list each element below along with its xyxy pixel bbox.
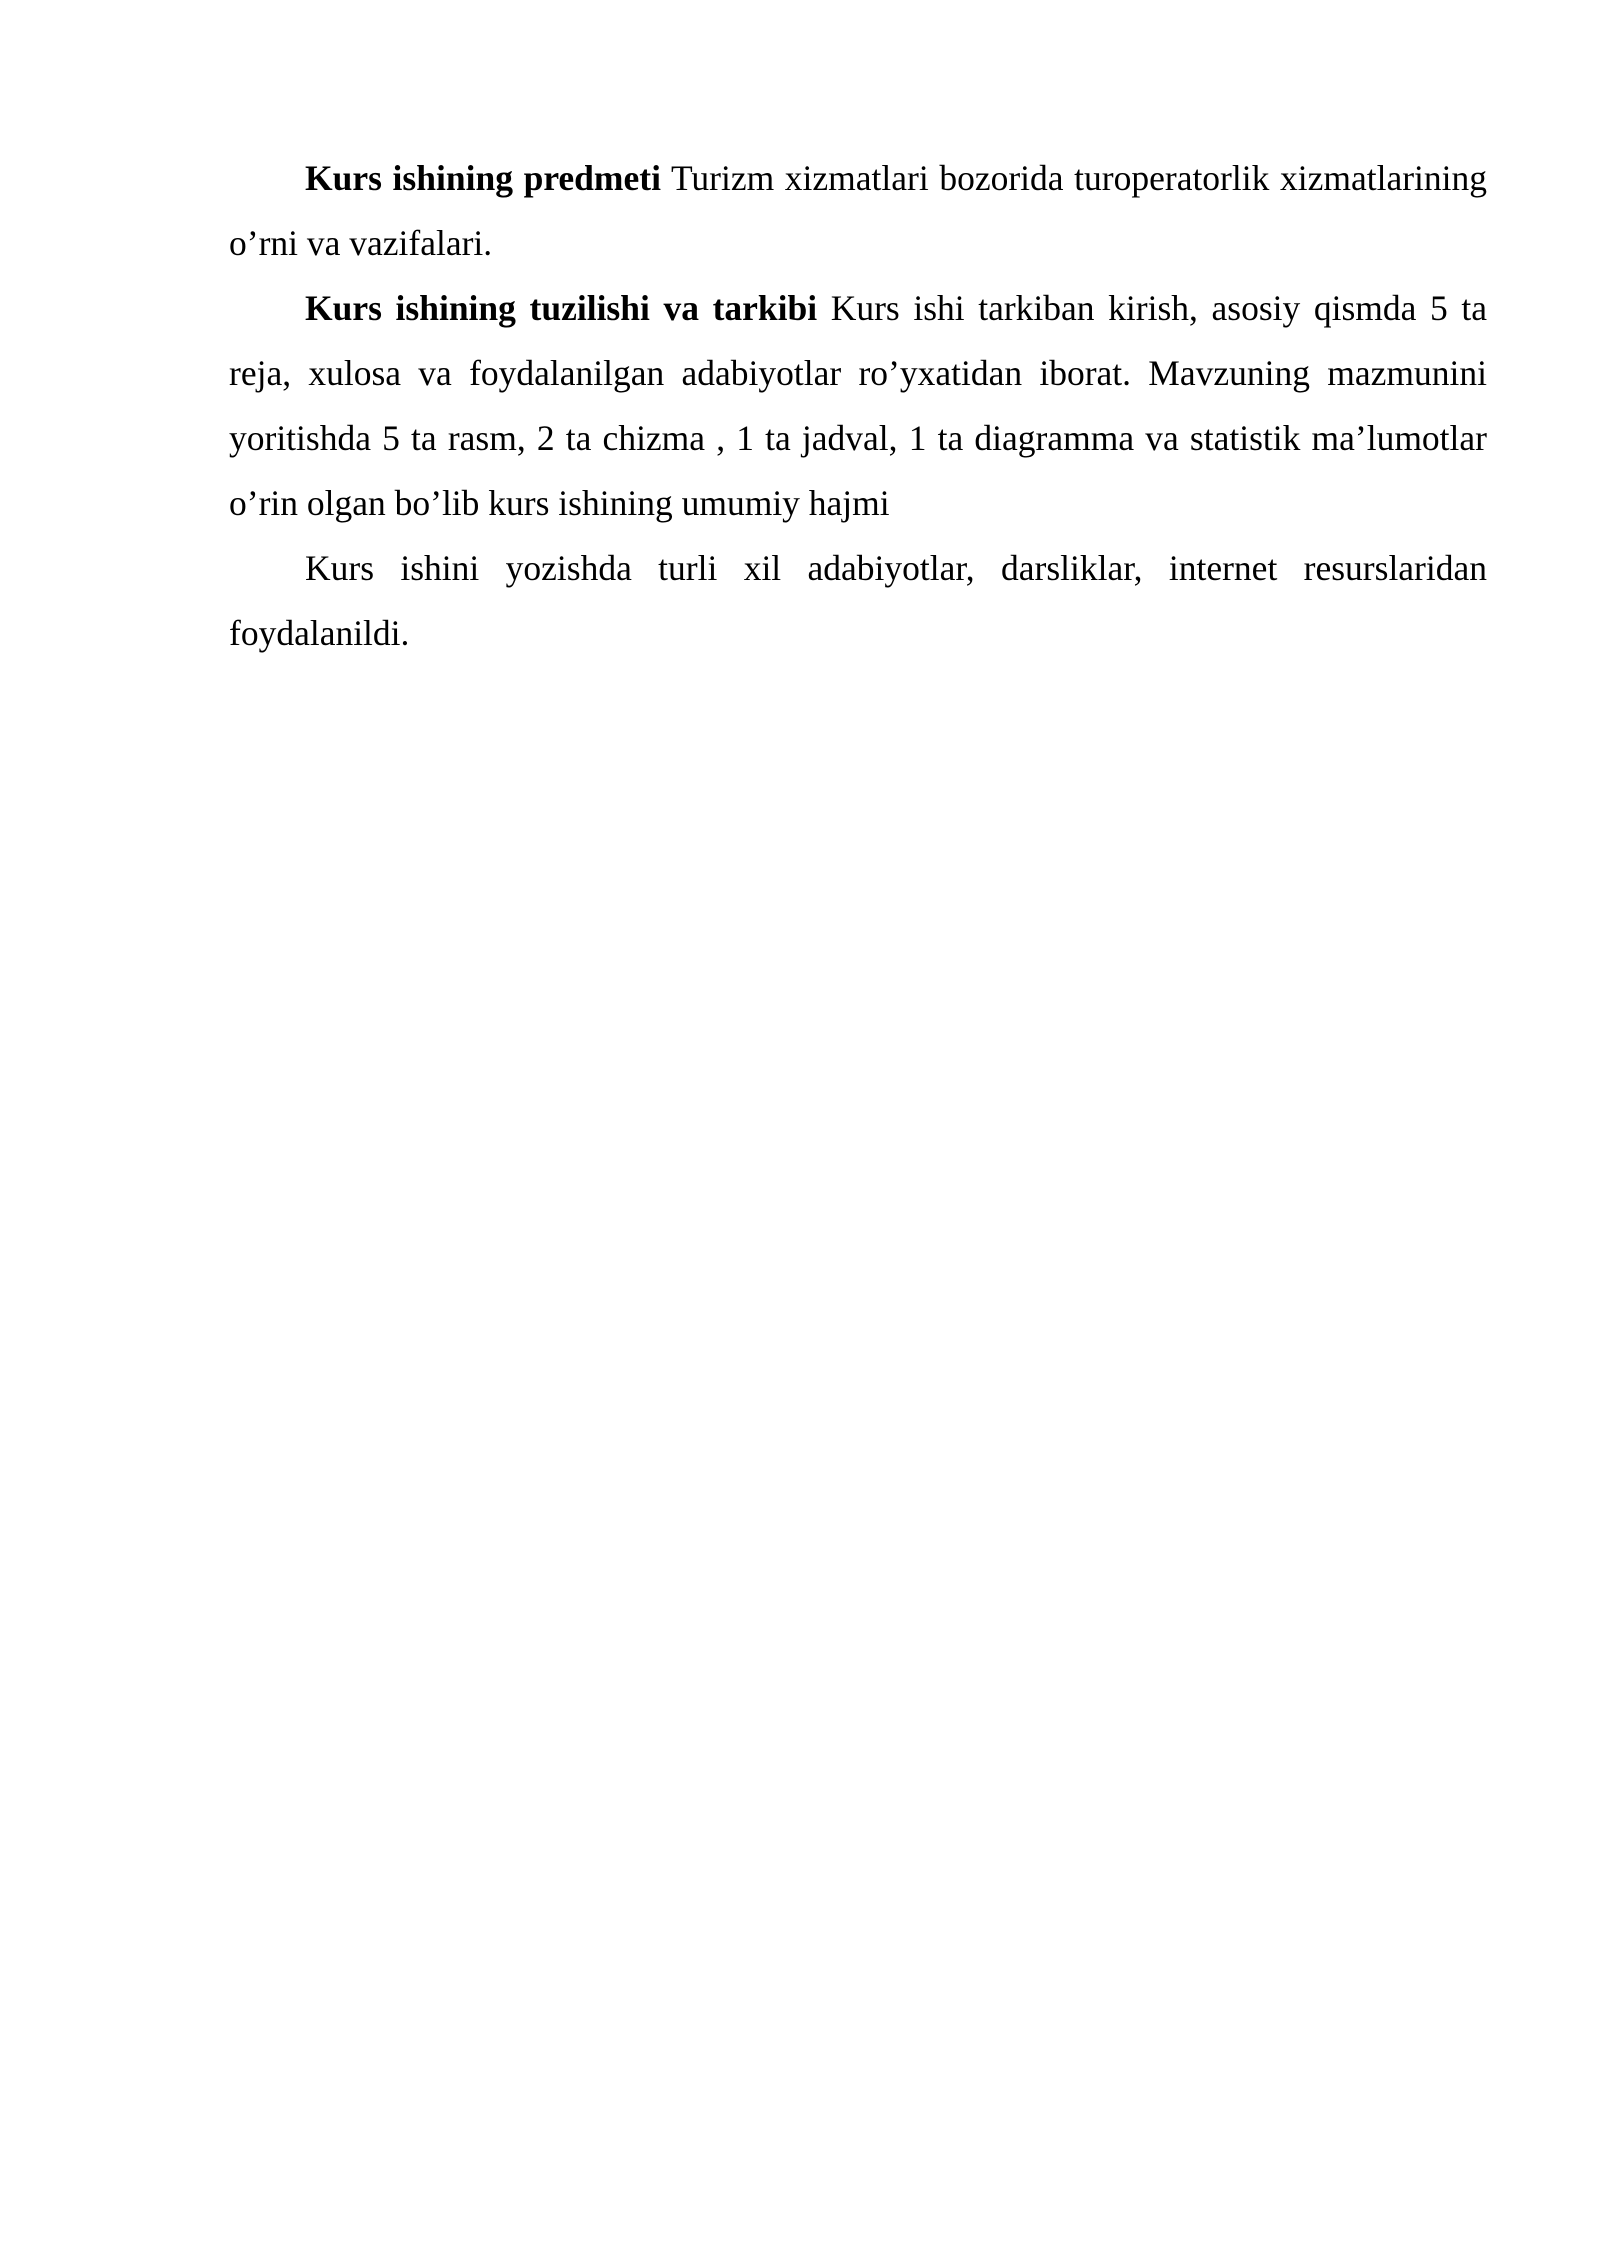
paragraph-structure-heading: Kurs ishining tuzilishi va tarkibi <box>305 288 818 328</box>
paragraph-sources-text: Kurs ishini yozishda turli xil adabiyotlar, darsliklar, internet resurslaridan foydalanildi. <box>229 548 1487 653</box>
document-body <box>229 146 1487 666</box>
paragraph-subject <box>229 146 1487 276</box>
paragraph-structure <box>229 276 1487 536</box>
paragraph-sources <box>229 536 1487 666</box>
paragraph-subject-heading: Kurs ishining predmeti <box>305 158 661 198</box>
paragraph-subject-text: Turizm xizmatlari bozorida turoperatorlik xizmatlarining o’rni va vazifalari. <box>229 158 1488 263</box>
paragraph-structure-text: Kurs ishi tarkiban kirish, asosiy qismda 5 ta reja, xulosa va foydalanilgan adabiyotlar ro’yxatidan iborat. Mavzuning mazmunini yoritishda 5 ta rasm, 2 ta chizma , 1 ta jadval, 1 ta diagramma va statistik ma’lumotlar o’rin olgan bo’lib kurs ishining umumiy hajmi <box>229 288 1487 523</box>
